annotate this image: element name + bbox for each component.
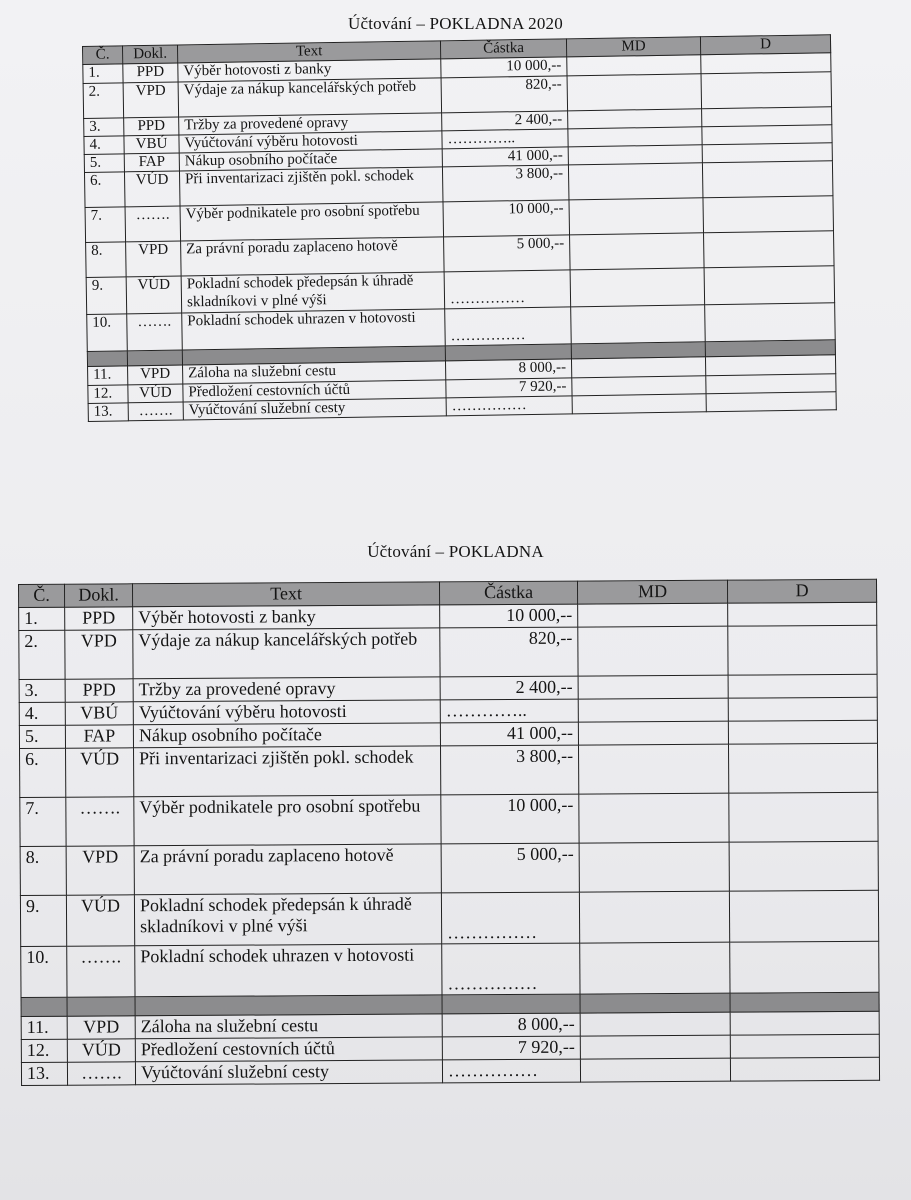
col-header-text: Text (177, 41, 440, 63)
row-md-cell[interactable] (568, 145, 702, 165)
ledger-table-2020 (82, 34, 837, 422)
row-amount: 10 000,-- (443, 200, 570, 237)
row-d-cell[interactable] (705, 355, 835, 375)
row-text: Nákup osobního počítače (179, 149, 442, 171)
row-doc: VÚD (126, 276, 182, 314)
row-amount: …………… (441, 892, 579, 944)
row-md-cell[interactable] (569, 198, 704, 235)
row-d-cell[interactable] (729, 890, 878, 942)
row-d-cell[interactable] (728, 697, 877, 721)
row-amount: 41 000,-- (442, 147, 568, 167)
row-d-cell[interactable] (729, 792, 878, 842)
row-md-cell[interactable] (570, 268, 705, 307)
row-text: Při inventarizaci zjištěn pokl. schodek (179, 167, 443, 206)
row-amount: 41 000,-- (440, 722, 578, 746)
row-no: 5. (19, 725, 65, 748)
row-doc: ……. (125, 206, 181, 242)
row-amount: 820,-- (441, 75, 568, 112)
row-amount: 3 800,-- (442, 165, 569, 202)
row-doc: ……. (128, 402, 183, 421)
row-text: Záloha na služební cestu (183, 361, 446, 383)
row-md-cell[interactable] (578, 698, 728, 722)
row-d-cell[interactable] (702, 161, 833, 198)
row-text: Vyúčtování výběru hotovosti (179, 131, 442, 153)
row-md-cell[interactable] (578, 626, 728, 676)
row-d-cell[interactable] (703, 196, 834, 233)
row-d-cell[interactable] (728, 743, 877, 793)
row-d-cell[interactable] (728, 602, 877, 626)
row-no: 10. (87, 314, 128, 352)
row-amount: 3 800,-- (440, 745, 578, 795)
row-amount: …………… (442, 1059, 580, 1083)
row-amount: …………… (446, 396, 572, 416)
row-d-cell[interactable] (705, 303, 836, 342)
row-doc: VÚD (128, 383, 183, 402)
row-amount: 10 000,-- (440, 604, 578, 628)
table-row (21, 1057, 879, 1085)
row-doc: PPD (65, 679, 133, 702)
row-no: 10. (21, 946, 67, 997)
row-amount: 2 400,-- (440, 676, 578, 700)
row-doc: ……. (66, 797, 134, 846)
row-amount: 820,-- (440, 627, 578, 677)
row-d-cell[interactable] (702, 124, 832, 144)
row-md-cell[interactable] (572, 375, 706, 395)
row-doc: VPD (126, 241, 182, 277)
row-amount: 2 400,-- (442, 110, 568, 130)
row-no: 4. (19, 702, 65, 725)
row-amount: 5 000,-- (444, 235, 571, 272)
row-doc: VÚD (66, 895, 134, 946)
row-text: Výběr podnikatele pro osobní spotřebu (180, 202, 444, 241)
row-d-cell[interactable] (730, 1034, 879, 1058)
row-md-cell[interactable] (578, 675, 728, 699)
row-md-cell[interactable] (580, 1058, 730, 1082)
row-text: Výběr hotovosti z banky (178, 59, 441, 81)
row-no: 9. (86, 277, 127, 315)
row-text: Pokladní schodek předepsán k úhradě skladníkovi v plné výši (181, 272, 445, 313)
row-no: 11. (88, 366, 128, 385)
row-no: 13. (88, 403, 128, 422)
row-text: Výběr podnikatele pro osobní spotřebu (134, 795, 441, 846)
row-d-cell[interactable] (730, 1011, 879, 1035)
row-md-cell[interactable] (580, 1012, 730, 1036)
col-header-d: D (700, 35, 830, 55)
row-no: 3. (84, 117, 124, 136)
row-d-cell[interactable] (702, 106, 832, 126)
row-amount: 10 000,-- (441, 57, 567, 77)
table-row (21, 941, 879, 997)
col-header-md: MD (577, 580, 727, 604)
row-text: Za právní poradu zaplaceno hotově (181, 237, 445, 276)
col-header-amount: Částka (439, 581, 577, 605)
row-no: 6. (20, 748, 66, 797)
row-md-cell[interactable] (567, 55, 701, 75)
row-doc: PPD (124, 116, 179, 135)
row-d-cell[interactable] (701, 53, 831, 73)
row-doc: VÚD (124, 171, 180, 207)
row-d-cell[interactable] (702, 143, 832, 163)
row-text: Vyúčtování služební cesty (183, 398, 446, 420)
row-text: Pokladní schodek uhrazen v hotovosti (182, 309, 446, 350)
row-text: Vyúčtování výběru hotovosti (133, 700, 440, 725)
row-text: Pokladní schodek předepsán k úhradě skladníkovi v plné výši (134, 893, 441, 946)
row-doc: ……. (67, 1062, 135, 1085)
row-doc: VPD (65, 630, 133, 679)
row-no: 8. (20, 846, 66, 895)
row-text: Za právní poradu zaplaceno hotově (134, 844, 441, 895)
row-text: Předložení cestovních účtů (183, 379, 446, 401)
table-row (20, 841, 878, 895)
row-text: Nákup osobního počítače (133, 723, 440, 748)
row-doc: PPD (123, 63, 178, 82)
row-doc: VPD (123, 81, 179, 117)
col-header-d: D (727, 579, 876, 603)
row-doc: VBÚ (124, 135, 179, 154)
row-no: 13. (21, 1062, 67, 1085)
row-doc: FAP (65, 725, 133, 748)
row-no: 6. (84, 172, 125, 208)
row-text: Výdaje za nákup kancelářských potřeb (178, 77, 442, 116)
row-d-cell[interactable] (704, 266, 835, 305)
col-header-doc: Dokl. (65, 584, 133, 607)
row-amount: 7 920,-- (446, 377, 572, 397)
row-amount: …………… (444, 270, 571, 309)
table-row (20, 890, 878, 946)
col-header-text: Text (133, 582, 440, 607)
row-doc: VÚD (66, 748, 134, 797)
row-amount: 5 000,-- (441, 843, 579, 893)
row-doc: VPD (67, 1016, 135, 1039)
row-text: Pokladní schodek uhrazen v hotovosti (135, 944, 442, 997)
row-amount: 7 920,-- (442, 1036, 580, 1060)
row-d-cell[interactable] (729, 841, 878, 891)
row-amount: 10 000,-- (441, 794, 579, 844)
row-no: 1. (83, 64, 123, 83)
row-text: Výdaje za nákup kancelářských potřeb (133, 628, 440, 679)
row-amount: ………….. (442, 129, 568, 149)
col-header-doc: Dokl. (123, 45, 178, 64)
row-no: 3. (19, 679, 65, 702)
row-text: Tržby za provedené opravy (133, 677, 440, 702)
row-md-cell[interactable] (580, 1035, 730, 1059)
row-md-cell[interactable] (578, 721, 728, 745)
table-row (19, 625, 877, 679)
row-doc: ……. (67, 946, 135, 997)
row-md-cell[interactable] (567, 73, 702, 110)
row-no: 7. (20, 797, 66, 846)
row-text: Výběr hotovosti z banky (133, 605, 440, 630)
row-no: 11. (21, 1016, 67, 1039)
row-no: 8. (86, 242, 127, 278)
col-header-no: Č. (19, 584, 65, 607)
row-text: Vyúčtování služební cesty (135, 1060, 442, 1085)
row-no: 2. (19, 630, 65, 679)
row-doc: ……. (127, 313, 183, 351)
row-md-cell[interactable] (578, 744, 728, 794)
row-md-cell[interactable] (578, 603, 728, 627)
heading-pokladna-2020: Účtování – POKLADNA 2020 (348, 14, 563, 33)
row-d-cell[interactable] (730, 941, 879, 993)
row-doc: PPD (65, 607, 133, 630)
row-doc: VBÚ (65, 702, 133, 725)
row-text: Tržby za provedené opravy (179, 112, 442, 134)
ledger-table (18, 579, 880, 1086)
row-doc: FAP (124, 153, 179, 172)
row-amount: ………….. (440, 699, 578, 723)
row-md-cell[interactable] (572, 393, 706, 413)
row-md-cell[interactable] (570, 233, 705, 270)
row-d-cell[interactable] (701, 71, 832, 108)
row-d-cell[interactable] (728, 720, 877, 744)
col-header-md: MD (566, 37, 700, 57)
row-no: 12. (21, 1039, 67, 1062)
row-d-cell[interactable] (706, 373, 836, 393)
row-doc: VPD (66, 846, 134, 895)
table-row (20, 743, 878, 797)
row-amount: …………… (442, 943, 580, 995)
row-amount: 8 000,-- (445, 359, 571, 379)
table-row (20, 792, 878, 846)
col-header-amount: Částka (440, 39, 566, 59)
row-no: 1. (19, 607, 65, 630)
row-d-cell[interactable] (728, 674, 877, 698)
row-text: Předložení cestovních účtů (135, 1037, 442, 1062)
row-no: 5. (84, 154, 124, 173)
row-text: Při inventarizaci zjištěn pokl. schodek (134, 746, 441, 797)
heading-pokladna: Účtování – POKLADNA (367, 542, 544, 561)
row-doc: VPD (128, 365, 183, 384)
row-md-cell[interactable] (568, 127, 702, 147)
row-md-cell[interactable] (579, 891, 729, 943)
row-md-cell[interactable] (571, 305, 706, 344)
row-d-cell[interactable] (706, 391, 836, 411)
row-md-cell[interactable] (571, 357, 705, 377)
row-no: 9. (20, 895, 66, 946)
row-md-cell[interactable] (568, 163, 703, 200)
row-no: 7. (85, 207, 126, 243)
row-amount: …………… (445, 307, 572, 346)
row-md-cell[interactable] (568, 108, 702, 128)
row-md-cell[interactable] (579, 793, 729, 843)
row-md-cell[interactable] (579, 842, 729, 892)
row-no: 12. (88, 384, 128, 403)
row-d-cell[interactable] (728, 625, 877, 675)
row-no: 4. (84, 136, 124, 155)
row-no: 2. (83, 82, 124, 118)
row-doc: VÚD (67, 1039, 135, 1062)
row-d-cell[interactable] (704, 231, 835, 268)
row-text: Záloha na služební cestu (135, 1014, 442, 1039)
row-d-cell[interactable] (730, 1057, 879, 1081)
col-header-no: Č. (83, 46, 123, 65)
row-amount: 8 000,-- (442, 1013, 580, 1037)
row-md-cell[interactable] (580, 942, 730, 994)
